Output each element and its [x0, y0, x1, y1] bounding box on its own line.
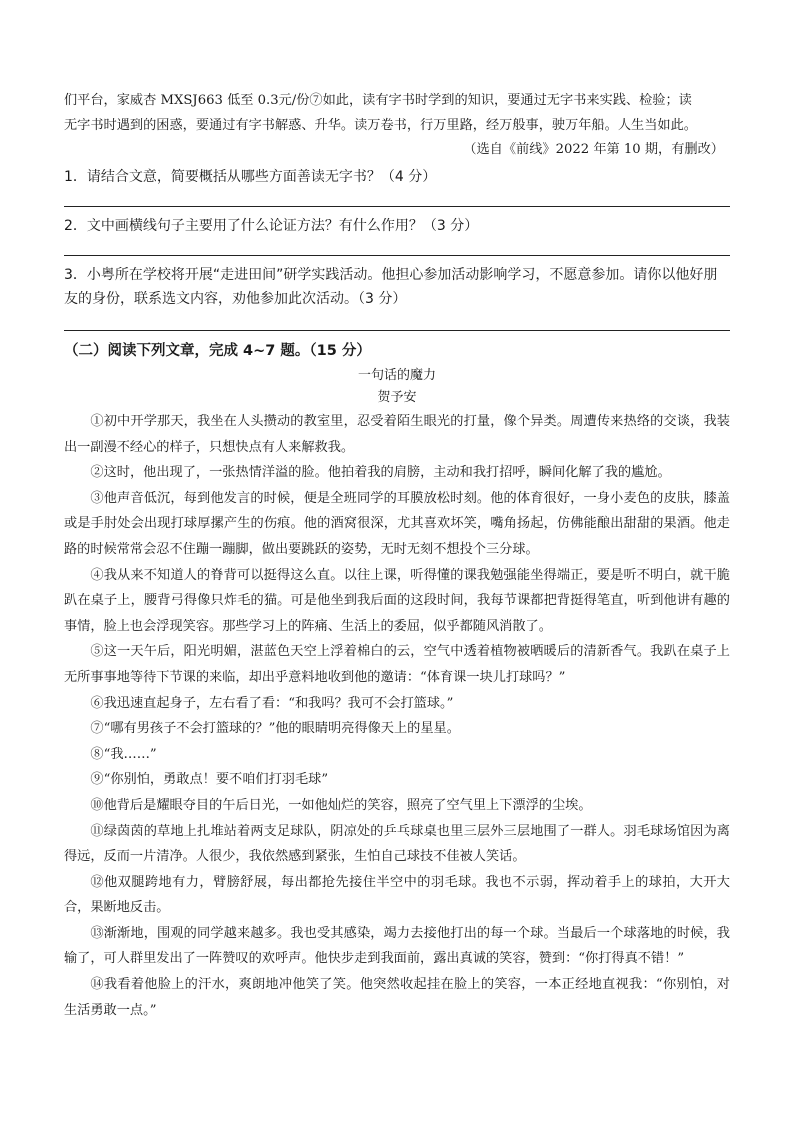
paragraph: ①初中开学那天，我坐在人头攒动的教室里，忍受着陌生眼光的打量，像个异类。周遭传来热络的交谈，我装出一副漫不经心的样子，只想快点有人来解救我。	[64, 414, 730, 455]
paragraph: ⑫他双腿跨地有力，臂膀舒展，每出都抢先接住半空中的羽毛球。我也不示弱，挥动着手上的球拍，大开大合，果断地反击。	[64, 874, 730, 916]
article-title: 一句话的魔力	[357, 368, 436, 383]
question-text: 1．请结合文意，简要概括从哪些方面善读无字书？（4 分）	[64, 169, 437, 185]
question-1	[64, 165, 730, 189]
answer-line[interactable]	[64, 255, 730, 256]
section-heading: （二）阅读下列文章，完成 4~7 题。（15 分）	[64, 343, 371, 359]
paragraph: ⑩他背后是耀眼夺目的午后日光，一如他灿烂的笑容，照亮了空气里上下漂浮的尘埃。	[90, 797, 592, 813]
question-text: 3．小粤所在学校将开展“走进田间”研学实践活动。他担心参加活动影响学习，不愿意参加。请你以他好朋友的身份，联系选文内容，劝他参加此次活动。（3 分）	[64, 267, 718, 307]
paragraph: ②这时，他出现了，一张热情洋溢的脸。他拍着我的肩膀，主动和我打招呼，瞬间化解了我的尴尬。	[90, 465, 671, 481]
question-2	[64, 214, 730, 238]
intro-line-1: 们平台，家威杏 MXSJ663 低至 0.3元/份⑦如此，读有字书时学到的知识，要通过无字书来实践、检验；读	[64, 93, 692, 108]
paragraph: ⑤这一天午后，阳光明媚，湛蓝色天空上浮着棉白的云，空气中透着植物被晒暖后的清新香气。我趴在桌子上无所事事地等待下节课的来临，却出乎意料地收到他的邀请：“体育课一块儿打球吗？”	[64, 644, 730, 685]
question-text: 2．文中画横线句子主要用了什么论证方法？有什么作用？（3 分）	[64, 218, 479, 234]
article-body	[64, 409, 730, 1023]
paragraph: ⑭我看着他脸上的汗水，爽朗地冲他笑了笑。他突然收起挂在脸上的笑容，一本正经地直视我：“你别怕，对生活勇敢一点。”	[64, 977, 730, 1018]
answer-line[interactable]	[64, 206, 730, 207]
section-2	[64, 339, 730, 409]
article-author: 贺予安	[377, 390, 417, 405]
source-citation: （选自《前线》2022 年第 10 期，有删改）	[463, 142, 724, 157]
intro-block	[64, 88, 730, 138]
answer-line[interactable]	[64, 330, 730, 331]
paragraph: ⑦“哪有男孩子不会打篮球的？”他的眼睛明亮得像天上的星星。	[90, 721, 460, 737]
paragraph: ③他声音低沉，每到他发言的时候，便是全班同学的耳膜放松时刻。他的体育很好，一身小麦色的皮肤，膝盖或是手肘处会出现打球厚摞产生的伤痕。他的酒窝很深，尤其喜欢坏笑，嘴角扬起，仿佛能酿出甜甜的果酒。他走路的时候常常会忍不住蹦一蹦脚，做出要跳跃的姿势，无时无刻不想投个三分球。	[64, 490, 730, 557]
paragraph: ⑥我迅速直起身子，左右看了看：“和我吗？我可不会打篮球。”	[90, 695, 454, 711]
question-3	[64, 263, 730, 311]
paragraph: ⑧“我……”	[90, 746, 157, 762]
paragraph: ⑬渐渐地，围观的同学越来越多。我也受其感染，竭力去接他打出的每一个球。当最后一个球落地的时候，我输了，可人群里发出了一阵赞叹的欢呼声。他快步走到我面前，露出真诚的笑容，赞到：“你打得真不错！”	[64, 925, 730, 967]
paragraph: ⑨“你别怕，勇敢点！要不咱们打羽毛球”	[90, 772, 329, 788]
intro-line-2: 无字书时遇到的困惑，要通过有字书解惑、升华。读万卷书，行万里路，经万般事，驶万年船。人生当如此。	[64, 118, 697, 133]
paragraph: ④我从来不知道人的脊背可以挺得这么直。以往上课，听得懂的课我勉强能坐得端正，要是听不明白，就干脆趴在桌子上，腰背弓得像只炸毛的猫。可是他坐到我后面的这段时间，我每节课都把背挺得笔直，听到他讲有趣的事情，脸上也会浮现笑容。那些学习上的阵痛、生活上的委屈，似乎都随风消散了。	[64, 567, 730, 634]
paragraph: ⑪绿茵茵的草地上扎堆站着两支足球队，阴凉处的乒乓球桌也里三层外三层地围了一群人。羽毛球场馆因为离得远，反而一片清净。人很少，我依然感到紧张，生怕自己球技不佳被人笑话。	[64, 823, 730, 865]
